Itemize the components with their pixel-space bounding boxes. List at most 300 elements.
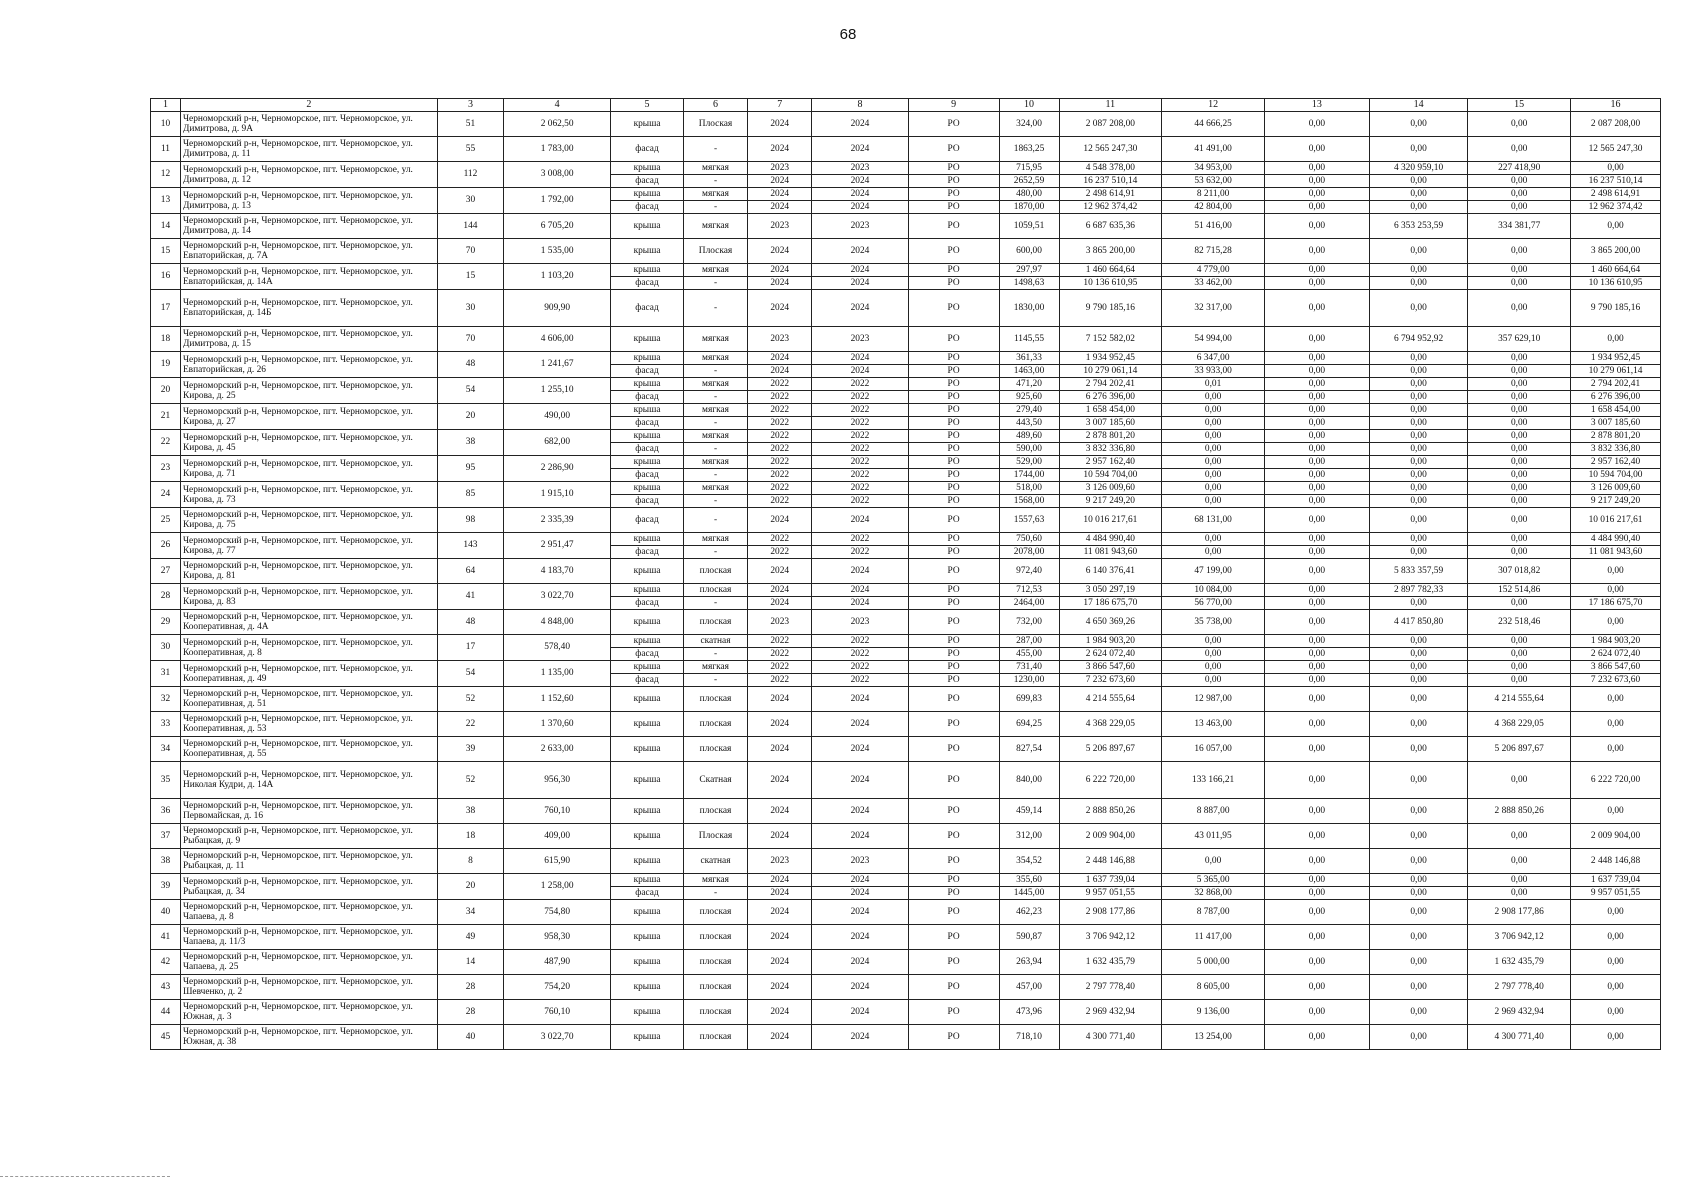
executor-cell: РО [908, 214, 999, 239]
fund-budget-cell: 0,00 [1369, 597, 1467, 610]
executor-cell: РО [908, 849, 999, 874]
fund-owners-cell: 0,00 [1468, 188, 1571, 201]
year-end-cell: 2024 [812, 290, 908, 327]
year-start-cell: 2022 [748, 635, 812, 648]
total-cost-cell: 2 888 850,26 [1059, 799, 1162, 824]
work-type-cell: фасад [611, 365, 684, 378]
work-type-cell: фасад [611, 674, 684, 687]
table-row [151, 137, 1661, 162]
roof-type-cell: скатная [683, 849, 747, 874]
work-type-cell: крыша [611, 762, 684, 799]
year-end-cell: 2023 [812, 327, 908, 352]
fund-budget-cell: 0,00 [1369, 188, 1467, 201]
address-cell: Черноморский р-н, Черноморское, пгт. Черноморское, ул. Димитрова, д. 11 [180, 137, 437, 162]
fund-owners-cell: 2 969 432,94 [1468, 1000, 1571, 1025]
fund-regional-cell: 2 498 614,91 [1571, 188, 1661, 201]
unit-cost-cell: 53 632,00 [1162, 175, 1265, 188]
year-start-cell: 2024 [748, 824, 812, 849]
table-row [151, 874, 1661, 887]
table-row [151, 188, 1661, 201]
fund-regional-cell: 1 934 952,45 [1571, 352, 1661, 365]
area-cell: 409,00 [504, 824, 611, 849]
fund-other-cell: 0,00 [1264, 610, 1369, 635]
address-cell: Черноморский р-н, Черноморское, пгт. Черноморское, ул. Кооперативная, д. 53 [180, 712, 437, 737]
fund-regional-cell: 7 232 673,60 [1571, 674, 1661, 687]
row-number-cell: 30 [151, 635, 181, 661]
executor-cell: РО [908, 352, 999, 365]
area-cell: 1 103,20 [504, 264, 611, 290]
apartments-cell: 48 [437, 610, 503, 635]
volume-cell: 600,00 [999, 239, 1059, 264]
fund-other-cell: 0,00 [1264, 925, 1369, 950]
column-header-16: 16 [1571, 99, 1661, 112]
year-end-cell: 2023 [812, 849, 908, 874]
year-start-cell: 2022 [748, 443, 812, 456]
year-start-cell: 2022 [748, 430, 812, 443]
row-number-cell: 45 [151, 1025, 181, 1050]
roof-type-cell: - [683, 201, 747, 214]
footer-rule [0, 1176, 170, 1177]
volume-cell: 1059,51 [999, 214, 1059, 239]
unit-cost-cell: 0,00 [1162, 546, 1265, 559]
row-number-cell: 17 [151, 290, 181, 327]
executor-cell: РО [908, 495, 999, 508]
fund-budget-cell: 0,00 [1369, 290, 1467, 327]
table-row [151, 264, 1661, 277]
fund-regional-cell: 0,00 [1571, 712, 1661, 737]
year-end-cell: 2022 [812, 533, 908, 546]
row-number-cell: 38 [151, 849, 181, 874]
fund-regional-cell: 12 962 374,42 [1571, 201, 1661, 214]
table-row [151, 112, 1661, 137]
fund-owners-cell: 0,00 [1468, 762, 1571, 799]
year-end-cell: 2022 [812, 391, 908, 404]
column-header-8: 8 [812, 99, 908, 112]
year-end-cell: 2022 [812, 635, 908, 648]
roof-type-cell: Плоская [683, 824, 747, 849]
table-row [151, 1025, 1661, 1050]
unit-cost-cell: 0,00 [1162, 635, 1265, 648]
table-header [151, 99, 1661, 112]
unit-cost-cell: 8 787,00 [1162, 900, 1265, 925]
total-cost-cell: 6 276 396,00 [1059, 391, 1162, 404]
row-number-cell: 21 [151, 404, 181, 430]
year-end-cell: 2023 [812, 610, 908, 635]
total-cost-cell: 4 214 555,64 [1059, 687, 1162, 712]
fund-other-cell: 0,00 [1264, 365, 1369, 378]
executor-cell: РО [908, 327, 999, 352]
total-cost-cell: 1 934 952,45 [1059, 352, 1162, 365]
area-cell: 1 535,00 [504, 239, 611, 264]
row-number-cell: 22 [151, 430, 181, 456]
executor-cell: РО [908, 443, 999, 456]
area-cell: 487,90 [504, 950, 611, 975]
fund-regional-cell: 3 866 547,60 [1571, 661, 1661, 674]
roof-type-cell: мягкая [683, 533, 747, 546]
column-header-9: 9 [908, 99, 999, 112]
volume-cell: 457,00 [999, 975, 1059, 1000]
volume-cell: 2078,00 [999, 546, 1059, 559]
year-start-cell: 2023 [748, 214, 812, 239]
volume-cell: 518,00 [999, 482, 1059, 495]
roof-type-cell: Скатная [683, 762, 747, 799]
fund-owners-cell: 0,00 [1468, 175, 1571, 188]
volume-cell: 590,87 [999, 925, 1059, 950]
apartments-cell: 14 [437, 950, 503, 975]
area-cell: 4 606,00 [504, 327, 611, 352]
apartments-cell: 144 [437, 214, 503, 239]
fund-other-cell: 0,00 [1264, 239, 1369, 264]
repair-schedule-table [150, 98, 1661, 1050]
volume-cell: 1463,00 [999, 365, 1059, 378]
fund-regional-cell: 0,00 [1571, 584, 1661, 597]
fund-other-cell: 0,00 [1264, 188, 1369, 201]
volume-cell: 361,33 [999, 352, 1059, 365]
table-row [151, 610, 1661, 635]
roof-type-cell: - [683, 648, 747, 661]
fund-budget-cell: 0,00 [1369, 1000, 1467, 1025]
fund-budget-cell: 0,00 [1369, 687, 1467, 712]
volume-cell: 1557,63 [999, 508, 1059, 533]
fund-owners-cell: 334 381,77 [1468, 214, 1571, 239]
address-cell: Черноморский р-н, Черноморское, пгт. Черноморское, ул. Южная, д. 38 [180, 1025, 437, 1050]
year-start-cell: 2024 [748, 137, 812, 162]
unit-cost-cell: 6 347,00 [1162, 352, 1265, 365]
unit-cost-cell: 0,00 [1162, 430, 1265, 443]
year-start-cell: 2023 [748, 610, 812, 635]
area-cell: 1 915,10 [504, 482, 611, 508]
year-end-cell: 2022 [812, 417, 908, 430]
address-cell: Черноморский р-н, Черноморское, пгт. Черноморское, ул. Рыбацкая, д. 34 [180, 874, 437, 900]
fund-regional-cell: 12 565 247,30 [1571, 137, 1661, 162]
work-type-cell: крыша [611, 1000, 684, 1025]
total-cost-cell: 16 237 510,14 [1059, 175, 1162, 188]
year-end-cell: 2024 [812, 824, 908, 849]
executor-cell: РО [908, 239, 999, 264]
area-cell: 1 258,00 [504, 874, 611, 900]
executor-cell: РО [908, 900, 999, 925]
work-type-cell: крыша [611, 352, 684, 365]
executor-cell: РО [908, 378, 999, 391]
fund-other-cell: 0,00 [1264, 290, 1369, 327]
fund-owners-cell: 0,00 [1468, 824, 1571, 849]
fund-budget-cell: 0,00 [1369, 137, 1467, 162]
executor-cell: РО [908, 887, 999, 900]
unit-cost-cell: 0,00 [1162, 469, 1265, 482]
volume-cell: 1870,00 [999, 201, 1059, 214]
year-start-cell: 2022 [748, 417, 812, 430]
column-header-3: 3 [437, 99, 503, 112]
year-start-cell: 2024 [748, 762, 812, 799]
total-cost-cell: 17 186 675,70 [1059, 597, 1162, 610]
fund-owners-cell: 0,00 [1468, 674, 1571, 687]
volume-cell: 750,60 [999, 533, 1059, 546]
volume-cell: 840,00 [999, 762, 1059, 799]
apartments-cell: 54 [437, 378, 503, 404]
row-number-cell: 39 [151, 874, 181, 900]
column-header-14: 14 [1369, 99, 1467, 112]
fund-other-cell: 0,00 [1264, 648, 1369, 661]
address-cell: Черноморский р-н, Черноморское, пгт. Черноморское, ул. Кирова, д. 77 [180, 533, 437, 559]
roof-type-cell: мягкая [683, 327, 747, 352]
fund-owners-cell: 2 797 778,40 [1468, 975, 1571, 1000]
fund-owners-cell: 0,00 [1468, 417, 1571, 430]
fund-regional-cell: 3 007 185,60 [1571, 417, 1661, 430]
fund-regional-cell: 17 186 675,70 [1571, 597, 1661, 610]
unit-cost-cell: 32 317,00 [1162, 290, 1265, 327]
fund-owners-cell: 0,00 [1468, 508, 1571, 533]
roof-type-cell: плоская [683, 799, 747, 824]
fund-budget-cell: 0,00 [1369, 799, 1467, 824]
work-type-cell: крыша [611, 162, 684, 175]
year-end-cell: 2024 [812, 277, 908, 290]
address-cell: Черноморский р-н, Черноморское, пгт. Черноморское, ул. Димитрова, д. 13 [180, 188, 437, 214]
unit-cost-cell: 8 887,00 [1162, 799, 1265, 824]
area-cell: 1 152,60 [504, 687, 611, 712]
total-cost-cell: 6 140 376,41 [1059, 559, 1162, 584]
fund-regional-cell: 0,00 [1571, 687, 1661, 712]
address-cell: Черноморский р-н, Черноморское, пгт. Черноморское, ул. Рыбацкая, д. 11 [180, 849, 437, 874]
row-number-cell: 11 [151, 137, 181, 162]
roof-type-cell: плоская [683, 900, 747, 925]
volume-cell: 287,00 [999, 635, 1059, 648]
apartments-cell: 34 [437, 900, 503, 925]
address-cell: Черноморский р-н, Черноморское, пгт. Черноморское, ул. Димитрова, д. 9А [180, 112, 437, 137]
fund-budget-cell: 0,00 [1369, 950, 1467, 975]
fund-other-cell: 0,00 [1264, 1025, 1369, 1050]
year-start-cell: 2022 [748, 648, 812, 661]
fund-regional-cell: 0,00 [1571, 1025, 1661, 1050]
total-cost-cell: 10 016 217,61 [1059, 508, 1162, 533]
area-cell: 2 286,90 [504, 456, 611, 482]
year-end-cell: 2024 [812, 352, 908, 365]
year-end-cell: 2024 [812, 584, 908, 597]
fund-other-cell: 0,00 [1264, 482, 1369, 495]
year-start-cell: 2022 [748, 674, 812, 687]
fund-owners-cell: 0,00 [1468, 352, 1571, 365]
fund-other-cell: 0,00 [1264, 175, 1369, 188]
roof-type-cell: - [683, 674, 747, 687]
column-header-12: 12 [1162, 99, 1265, 112]
apartments-cell: 112 [437, 162, 503, 188]
volume-cell: 471,20 [999, 378, 1059, 391]
year-start-cell: 2024 [748, 597, 812, 610]
fund-other-cell: 0,00 [1264, 559, 1369, 584]
row-number-cell: 28 [151, 584, 181, 610]
fund-regional-cell: 2 624 072,40 [1571, 648, 1661, 661]
fund-regional-cell: 6 222 720,00 [1571, 762, 1661, 799]
fund-regional-cell: 1 984 903,20 [1571, 635, 1661, 648]
volume-cell: 718,10 [999, 1025, 1059, 1050]
year-start-cell: 2023 [748, 849, 812, 874]
fund-budget-cell: 0,00 [1369, 925, 1467, 950]
unit-cost-cell: 32 868,00 [1162, 887, 1265, 900]
address-cell: Черноморский р-н, Черноморское, пгт. Черноморское, ул. Кирова, д. 71 [180, 456, 437, 482]
fund-regional-cell: 2 009 904,00 [1571, 824, 1661, 849]
total-cost-cell: 12 962 374,42 [1059, 201, 1162, 214]
fund-regional-cell: 4 484 990,40 [1571, 533, 1661, 546]
year-end-cell: 2024 [812, 559, 908, 584]
fund-other-cell: 0,00 [1264, 546, 1369, 559]
fund-other-cell: 0,00 [1264, 799, 1369, 824]
volume-cell: 324,00 [999, 112, 1059, 137]
fund-budget-cell: 0,00 [1369, 849, 1467, 874]
fund-regional-cell: 0,00 [1571, 737, 1661, 762]
work-type-cell: крыша [611, 584, 684, 597]
address-cell: Черноморский р-н, Черноморское, пгт. Черноморское, ул. Кирова, д. 27 [180, 404, 437, 430]
executor-cell: РО [908, 456, 999, 469]
fund-owners-cell: 0,00 [1468, 495, 1571, 508]
year-end-cell: 2024 [812, 712, 908, 737]
fund-other-cell: 0,00 [1264, 378, 1369, 391]
apartments-cell: 30 [437, 188, 503, 214]
unit-cost-cell: 12 987,00 [1162, 687, 1265, 712]
row-number-cell: 27 [151, 559, 181, 584]
total-cost-cell: 9 957 051,55 [1059, 887, 1162, 900]
area-cell: 754,80 [504, 900, 611, 925]
executor-cell: РО [908, 950, 999, 975]
page-number: 68 [839, 26, 857, 43]
table-row [151, 975, 1661, 1000]
area-cell: 1 135,00 [504, 661, 611, 687]
executor-cell: РО [908, 824, 999, 849]
unit-cost-cell: 56 770,00 [1162, 597, 1265, 610]
fund-budget-cell: 0,00 [1369, 824, 1467, 849]
year-end-cell: 2022 [812, 430, 908, 443]
unit-cost-cell: 47 199,00 [1162, 559, 1265, 584]
fund-owners-cell: 0,00 [1468, 443, 1571, 456]
unit-cost-cell: 33 462,00 [1162, 277, 1265, 290]
executor-cell: РО [908, 610, 999, 635]
apartments-cell: 28 [437, 1000, 503, 1025]
fund-other-cell: 0,00 [1264, 712, 1369, 737]
total-cost-cell: 2 087 208,00 [1059, 112, 1162, 137]
work-type-cell: крыша [611, 559, 684, 584]
row-number-cell: 36 [151, 799, 181, 824]
total-cost-cell: 6 687 635,36 [1059, 214, 1162, 239]
fund-budget-cell: 0,00 [1369, 635, 1467, 648]
executor-cell: РО [908, 635, 999, 648]
roof-type-cell: мягкая [683, 264, 747, 277]
volume-cell: 462,23 [999, 900, 1059, 925]
year-start-cell: 2023 [748, 327, 812, 352]
address-cell: Черноморский р-н, Черноморское, пгт. Черноморское, ул. Кооперативная, д. 4А [180, 610, 437, 635]
roof-type-cell: мягкая [683, 661, 747, 674]
fund-budget-cell: 0,00 [1369, 430, 1467, 443]
total-cost-cell: 3 050 297,19 [1059, 584, 1162, 597]
fund-budget-cell: 0,00 [1369, 365, 1467, 378]
volume-cell: 489,60 [999, 430, 1059, 443]
work-type-cell: крыша [611, 188, 684, 201]
work-type-cell: крыша [611, 799, 684, 824]
volume-cell: 263,94 [999, 950, 1059, 975]
fund-budget-cell: 0,00 [1369, 456, 1467, 469]
fund-owners-cell: 0,00 [1468, 849, 1571, 874]
work-type-cell: крыша [611, 378, 684, 391]
fund-regional-cell: 10 594 704,00 [1571, 469, 1661, 482]
total-cost-cell: 3 865 200,00 [1059, 239, 1162, 264]
unit-cost-cell: 41 491,00 [1162, 137, 1265, 162]
work-type-cell: фасад [611, 391, 684, 404]
year-end-cell: 2024 [812, 175, 908, 188]
row-number-cell: 19 [151, 352, 181, 378]
total-cost-cell: 12 565 247,30 [1059, 137, 1162, 162]
fund-owners-cell: 0,00 [1468, 597, 1571, 610]
fund-owners-cell: 232 518,46 [1468, 610, 1571, 635]
area-cell: 909,90 [504, 290, 611, 327]
year-end-cell: 2022 [812, 661, 908, 674]
row-number-cell: 33 [151, 712, 181, 737]
fund-owners-cell: 0,00 [1468, 391, 1571, 404]
fund-regional-cell: 2 448 146,88 [1571, 849, 1661, 874]
roof-type-cell: мягкая [683, 378, 747, 391]
fund-regional-cell: 9 217 249,20 [1571, 495, 1661, 508]
table-row [151, 712, 1661, 737]
year-start-cell: 2024 [748, 290, 812, 327]
total-cost-cell: 2 969 432,94 [1059, 1000, 1162, 1025]
fund-other-cell: 0,00 [1264, 887, 1369, 900]
address-cell: Черноморский р-н, Черноморское, пгт. Черноморское, ул. Кооперативная, д. 55 [180, 737, 437, 762]
fund-budget-cell: 0,00 [1369, 469, 1467, 482]
work-type-cell: крыша [611, 900, 684, 925]
year-start-cell: 2024 [748, 175, 812, 188]
fund-budget-cell: 0,00 [1369, 443, 1467, 456]
year-end-cell: 2022 [812, 469, 908, 482]
roof-type-cell: мягкая [683, 874, 747, 887]
fund-budget-cell: 0,00 [1369, 900, 1467, 925]
address-cell: Черноморский р-н, Черноморское, пгт. Черноморское, ул. Чапаева, д. 25 [180, 950, 437, 975]
total-cost-cell: 1 658 454,00 [1059, 404, 1162, 417]
fund-regional-cell: 0,00 [1571, 900, 1661, 925]
volume-cell: 312,00 [999, 824, 1059, 849]
fund-other-cell: 0,00 [1264, 430, 1369, 443]
total-cost-cell: 3 126 009,60 [1059, 482, 1162, 495]
executor-cell: РО [908, 1000, 999, 1025]
apartments-cell: 15 [437, 264, 503, 290]
executor-cell: РО [908, 162, 999, 175]
fund-owners-cell: 0,00 [1468, 201, 1571, 214]
work-type-cell: крыша [611, 430, 684, 443]
year-start-cell: 2024 [748, 712, 812, 737]
roof-type-cell: - [683, 175, 747, 188]
fund-other-cell: 0,00 [1264, 762, 1369, 799]
year-end-cell: 2024 [812, 900, 908, 925]
fund-budget-cell: 0,00 [1369, 661, 1467, 674]
executor-cell: РО [908, 508, 999, 533]
column-header-6: 6 [683, 99, 747, 112]
apartments-cell: 98 [437, 508, 503, 533]
fund-budget-cell: 0,00 [1369, 874, 1467, 887]
work-type-cell: крыша [611, 610, 684, 635]
row-number-cell: 23 [151, 456, 181, 482]
fund-other-cell: 0,00 [1264, 456, 1369, 469]
column-header-13: 13 [1264, 99, 1369, 112]
fund-other-cell: 0,00 [1264, 584, 1369, 597]
volume-cell: 1145,55 [999, 327, 1059, 352]
table-row [151, 849, 1661, 874]
year-end-cell: 2023 [812, 162, 908, 175]
year-start-cell: 2024 [748, 737, 812, 762]
volume-cell: 355,60 [999, 874, 1059, 887]
executor-cell: РО [908, 1025, 999, 1050]
year-end-cell: 2024 [812, 799, 908, 824]
repair-schedule-table-container [150, 98, 1661, 1050]
fund-other-cell: 0,00 [1264, 391, 1369, 404]
fund-owners-cell: 3 706 942,12 [1468, 925, 1571, 950]
apartments-cell: 95 [437, 456, 503, 482]
total-cost-cell: 4 300 771,40 [1059, 1025, 1162, 1050]
fund-budget-cell: 0,00 [1369, 737, 1467, 762]
